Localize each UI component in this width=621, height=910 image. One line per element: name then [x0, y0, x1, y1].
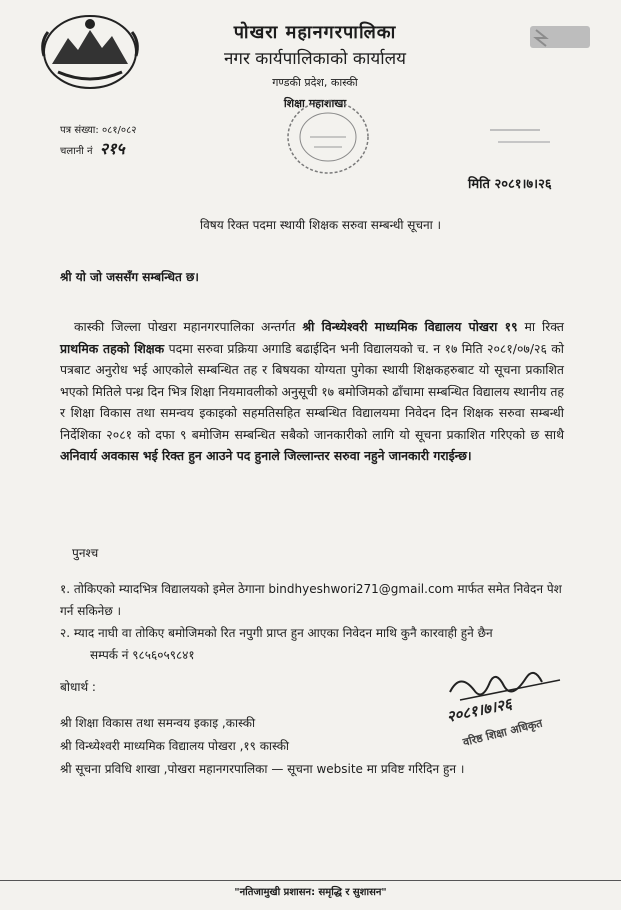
salutation: श्री यो जो जससँग सम्बन्धित छ।	[60, 270, 199, 284]
reference-block	[60, 122, 137, 161]
bodharth-heading: बोधार्थ :	[60, 680, 96, 694]
signature-title: वरिष्ठ शिक्षा अधिकृत	[461, 716, 544, 749]
signature-date: २०८१।७।२६	[445, 694, 514, 726]
note-2: २. म्याद नाघी वा तोकिए बमोजिमको रित नपुगी प्राप्त हुन आएका निवेदन माथि कुनै कारवाही हुने छैन	[60, 626, 493, 640]
cc-item: श्री शिक्षा विकास तथा समन्वय इकाइ ,कास्की	[60, 716, 256, 730]
cc-list	[60, 712, 464, 781]
patra-label: पत्र संख्या:	[60, 125, 99, 136]
footer-divider	[0, 880, 621, 881]
body-part-3: पदमा सरुवा प्रक्रिया अगाडि बढाईदिन भनी विद्यालयको च. न १७ मिति २०८१/०७/२६ को पत्रबाट अनुरोध भई आएकोले सम्बन्धित तह र बिषयका योग्यता पुगेका स्थायी शिक्षकहरुबाट यो सूचना प्रकाशित भएको मितिले पन्ध्र दिन भित्र शिक्षा नियमावलीको अनुसूची १७ बमोजिमको ढाँचामा सम्बन्धित विद्यालय स्थानीय तह र शिक्षा विकास तथा समन्वय इकाइको सहमतिसहित सम्बन्धित विद्यालयमा निवेदन दिन शिक्षक सरुवा सम्बन्धी निर्देशिका २०८१ को दफा ९ बमोजिम सम्बन्धित सबैको जानकारीको लागि यो सूचना प्रकाशित गरिएको छ साथै	[60, 340, 565, 442]
school-name: श्री विन्ध्येश्वरी माध्यमिक विद्यालय पोखरा १९	[302, 319, 518, 334]
body-part-2: मा रिक्त	[517, 319, 564, 334]
office-name: नगर कार्यपालिकाको कार्यालय	[223, 49, 407, 69]
office-seal-stamp	[280, 92, 376, 182]
patra-value: ०८१/०८२	[101, 125, 137, 136]
body-part-1: कास्की जिल्ला पोखरा महानगरपालिका अन्तर्गत	[74, 319, 303, 334]
contact-number: सम्पर्क नं ९८५६०५९८४१	[90, 648, 195, 662]
letter-date: मिति २०८१।७।२६	[468, 177, 552, 192]
note-1: १. तोकिएको म्यादभित्र विद्यालयको इमेल ठेगाना bindhyeshwori271@gmail.com मार्फत समेत निवेदन पेश गर्न सकिनेछ ।	[60, 582, 562, 618]
body-paragraph	[60, 316, 564, 467]
body-closing: अनिवार्य अवकास भई रिक्त हुन आउने पद हुनाले जिल्लान्तर सरुवा नहुने जानकारी गराईन्छ।	[60, 448, 472, 463]
punashcha-heading: पुनश्च	[72, 546, 99, 560]
faded-stamp	[480, 118, 560, 156]
chalani-value: २१५	[99, 139, 125, 158]
cc-item: श्री विन्ध्येश्वरी माध्यमिक विद्यालय पोखरा ,१९ कास्की	[60, 739, 290, 753]
footer-slogan: "नतिजामुखी प्रशासन: समृद्धि र सुशासन"	[234, 887, 387, 898]
nepal-flag-icon	[530, 24, 592, 50]
section-name: शिक्षा महाशाखा	[283, 97, 347, 110]
province: गण्डकी प्रदेश, कास्की	[272, 76, 358, 89]
teacher-level: प्राथमिक तहको शिक्षक	[60, 340, 165, 356]
nepal-emblem-logo	[38, 12, 142, 94]
org-name: पोखरा महानगरपालिका	[233, 22, 397, 43]
cc-item: श्री सूचना प्रविधि शाखा ,पोखरा महानगरपालिका — सूचना website मा प्रविष्ट गरिदिन हुन ।	[60, 762, 465, 776]
handwritten-signature	[430, 652, 580, 762]
chalani-label: चलानी नं	[60, 146, 93, 157]
subject-line: विषय रिक्त पदमा स्थायी शिक्षक सरुवा सम्बन्धी सूचना ।	[200, 218, 442, 232]
